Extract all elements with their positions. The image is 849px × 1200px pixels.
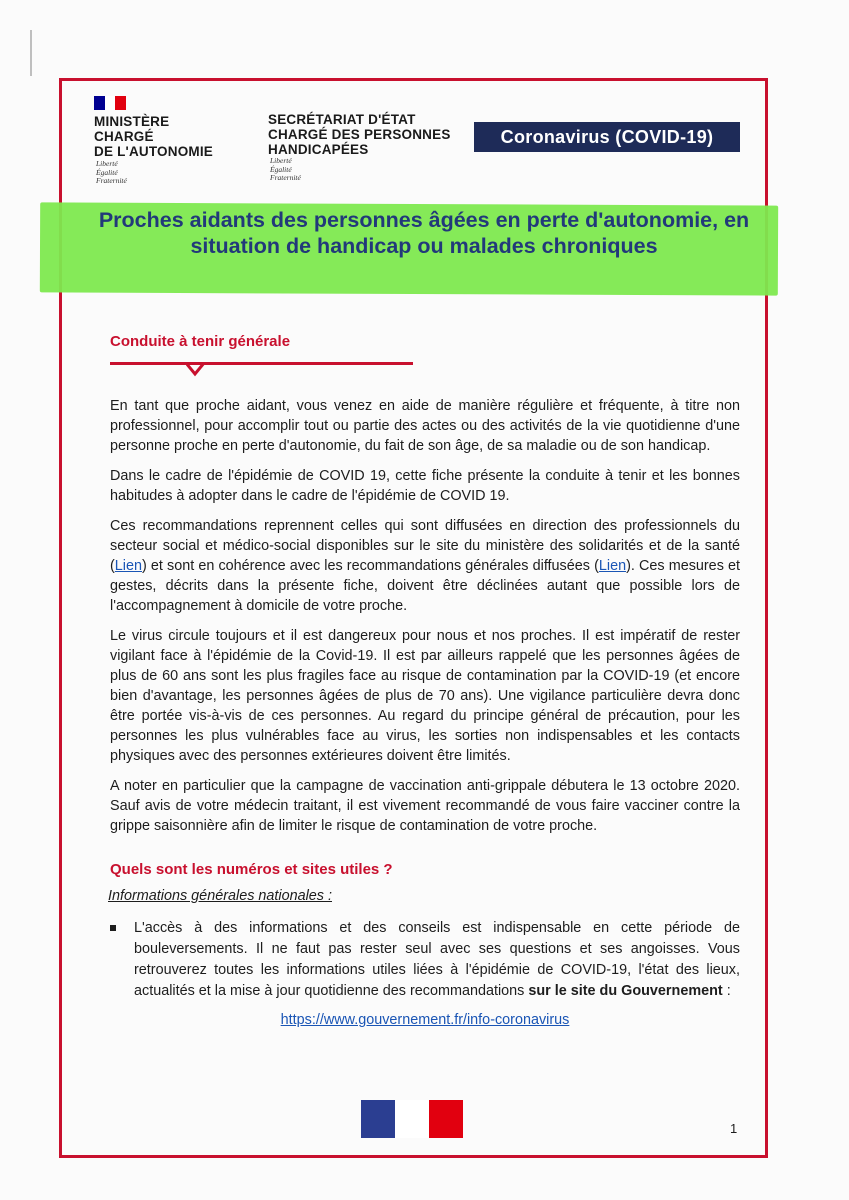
underline-tick-icon (186, 363, 208, 377)
list-item-text: L'accès à des informations et des conseils est indispensable en cette période de bouleversements. Il ne faut pas rester seul avec ses questions et ses angoisses. Vous retrouverez toutes les informations utiles liées à l'épidémie de COVID-19, l'état des lieux, actualités et la mise à jour quotidienne des recommandations sur le site du Gouvernement : (134, 920, 740, 999)
page-number: 1 (730, 1121, 738, 1136)
paragraph: Ces recommandations reprennent celles qui sont diffusées en direction des professionnels du secteur social et médico-social disponibles sur le site du ministère des solidarités et de la santé (Lien) et sont en cohérence avec les recommandations générales diffusées (Lien). Ces mesures et gestes, décrits dans la présente fiche, doivent être déclinées autant que possible lors de l'accompagnement à domicile de votre proche. (110, 518, 740, 614)
marianne-logo-icon (361, 1100, 463, 1138)
lien-link-2[interactable]: Lien (598, 558, 627, 574)
ministere-name: MINISTÈRE CHARGÉ DE L'AUTONOMIE (94, 114, 214, 159)
paragraph: Dans le cadre de l'épidémie de COVID 19, cette fiche présente la conduite à tenir et les bonnes habitudes à adopter dans le cadre de l'épidémie de COVID 19. (110, 468, 740, 504)
secretariat-name: SECRÉTARIAT D'ÉTAT CHARGÉ DES PERSONNES HANDICAPÉES (268, 112, 451, 157)
gouvernement-link[interactable]: https://www.gouvernement.fr/info-coronavirus (280, 1012, 570, 1028)
secretariat-logo (268, 112, 468, 192)
republic-motto: Liberté Égalité Fraternité (96, 159, 127, 185)
section-heading-conduite: Conduite à tenir générale (110, 333, 291, 350)
paragraph: En tant que proche aidant, vous venez en aide de manière régulière et fréquente, à titre non professionnel, pour accomplir tout ou partie des actes ou des activités de la vie quotidienne d'une personne proche en perte d'autonomie, du fait de son âge, de sa maladie ou de son handicap. (110, 398, 740, 454)
heading-underline (110, 362, 413, 365)
subheading-informations: Informations générales nationales : (108, 888, 332, 904)
ministere-logo (94, 96, 254, 196)
republic-motto: Liberté Égalité Fraternité (270, 156, 301, 182)
bullet-icon (110, 925, 116, 931)
section-heading-numeros: Quels sont les numéros et sites utiles ? (110, 861, 393, 878)
scan-mark (30, 30, 32, 76)
paragraph: Le virus circule toujours et il est dangereux pour nous et nos proches. Il est impératif de rester vigilant face à l'épidémie de la Covid-19. Il est par ailleurs rappelé que les personnes âgées de plus de 60 ans sont les plus fragiles face au risque de contamination par la COVID-19 (et encore bien d'avantage, les personnes âgées de plus de 70 ans). Une vigilance particulière devra donc être portée vis-à-vis de ces personnes. Au regard du principe général de précaution, pour les personnes les plus vulnérables face au virus, les sorties non indispensables et les contacts physiques avec des personnes extérieures doivent être limités. (110, 628, 740, 764)
gov-link-row (110, 1012, 740, 1028)
paragraph: A noter en particulier que la campagne de vaccination anti-grippale débutera le 13 octobre 2020. Sauf avis de votre médecin traitant, il est vivement recommandé de vous faire vacciner contre la grippe saisonnière afin de limiter le risque de contamination de votre proche. (110, 778, 740, 834)
section1-body (110, 396, 740, 846)
document-title: Proches aidants des personnes âgées en perte d'autonomie, en situation de handicap ou malades chroniques (98, 208, 750, 258)
covid-banner: Coronavirus (COVID-19) (474, 122, 740, 152)
french-flag-icon (94, 96, 126, 110)
lien-link-1[interactable]: Lien (114, 558, 143, 574)
